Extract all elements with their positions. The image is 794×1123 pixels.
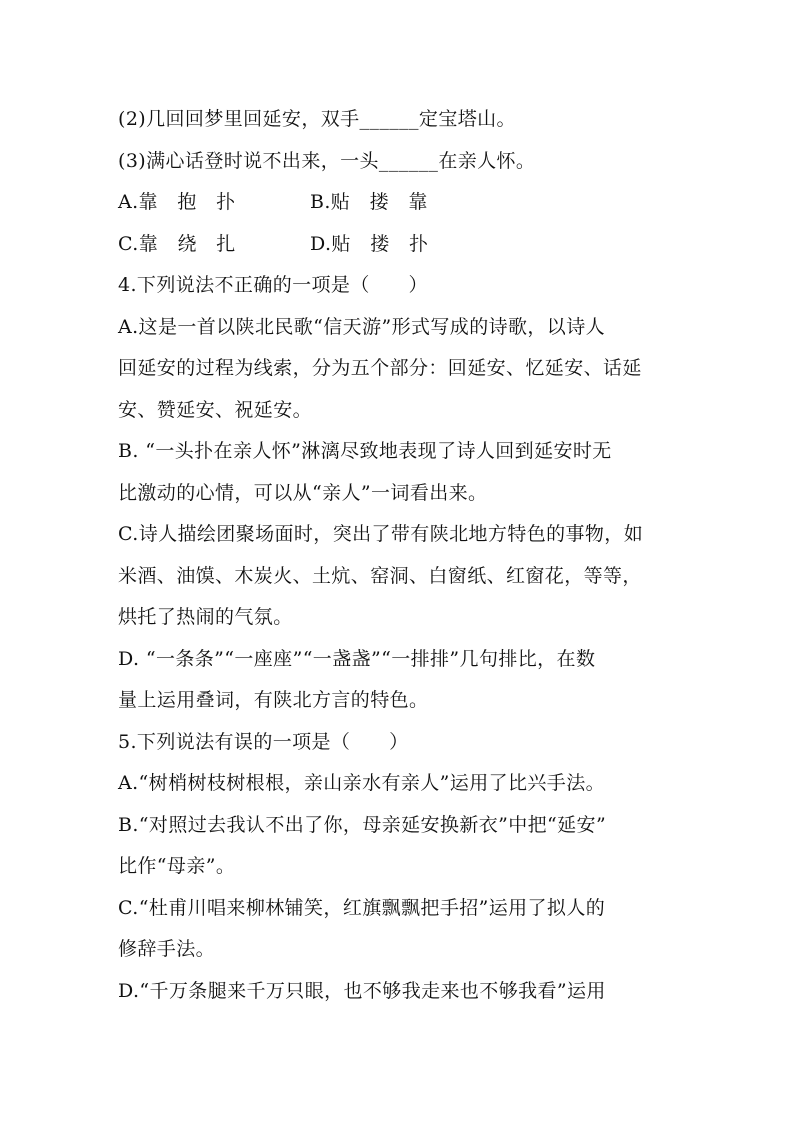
q4-line: B. “一头扑在亲人怀”淋漓尽致地表现了诗人回到延安时无	[118, 440, 612, 462]
q4-line: 回延安的过程为线索，分为五个部分：回延安、忆延安、话延	[118, 357, 642, 379]
q3-option-a: A.靠 抱 扑	[118, 191, 236, 213]
question-text-block	[118, 104, 688, 1017]
q3-options-row-1	[118, 187, 688, 217]
q4-line: D. “一条条”“一座座”“一盏盏”“一排排”几句排比，在数	[118, 647, 596, 670]
q3-options-row-2	[118, 229, 688, 259]
q5-line: D.“千万条腿来千万只眼，也不够我走来也不够我看”运用	[118, 979, 606, 1002]
q5-line: 比作“母亲”。	[118, 855, 236, 877]
q4-line: 安、赞延安、祝延安。	[118, 398, 313, 421]
fill-blank-line-2: (2)几回回梦里回延安，双手______定宝塔山。	[118, 108, 516, 130]
q4-line: 米酒、油馍、木炭火、土炕、窑洞、白窗纸、红窗花，等等，	[118, 564, 642, 587]
q5-line: 修辞手法。	[118, 938, 216, 960]
q3-option-c: C.靠 绕 扎	[118, 232, 236, 255]
q5-stem: 5.下列说法有误的一项是（ ）	[118, 730, 409, 753]
q5-line: B.“对照过去我认不出了你，母亲延安换新衣”中把“延安”	[118, 813, 607, 836]
q4-line: C.诗人描绘团聚场面时，突出了带有陕北地方特色的事物，如	[118, 523, 644, 545]
q3-option-d: D.贴 搂 扑	[310, 232, 429, 255]
q5-line: C.“杜甫川唱来柳林铺笑，红旗飘飘把手招”运用了拟人的	[118, 896, 606, 919]
fill-blank-line-3: (3)满心话登时说不出来，一头______在亲人怀。	[118, 149, 536, 172]
q4-line: 烘托了热闹的气氛。	[118, 606, 293, 628]
q4-line: A.这是一首以陕北民歌“信天游”形式写成的诗歌，以诗人	[118, 315, 605, 338]
q3-option-b: B.贴 搂 靠	[310, 191, 428, 213]
q4-line: 量上运用叠词，有陕北方言的特色。	[118, 689, 429, 711]
q4-line: 比激动的心情，可以从“亲人”一词看出来。	[118, 481, 488, 504]
q4-stem: 4.下列说法不正确的一项是（ ）	[118, 274, 428, 296]
q5-line: A.“树梢树枝树根根，亲山亲水有亲人”运用了比兴手法。	[118, 772, 605, 794]
